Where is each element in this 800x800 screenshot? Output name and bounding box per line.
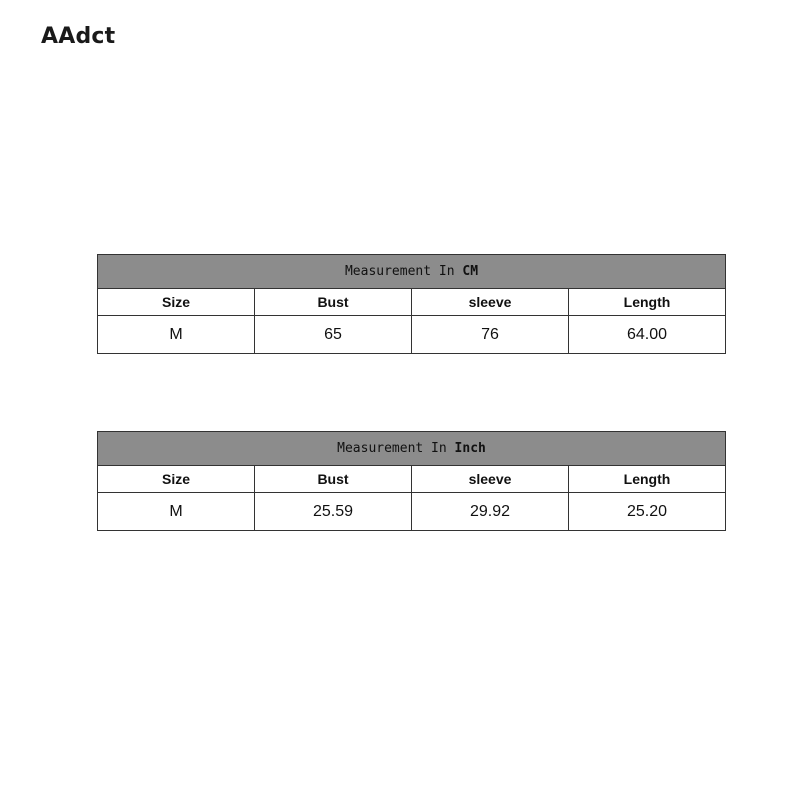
column-header-bust: Bust (255, 289, 412, 316)
table-row (98, 493, 726, 531)
cell-length: 64.00 (569, 316, 726, 354)
table-title (98, 432, 726, 466)
table-title-row (98, 432, 726, 466)
table-header-row (98, 466, 726, 493)
column-header-sleeve: sleeve (412, 289, 569, 316)
table-title-prefix: Measurement In (344, 264, 463, 279)
size-chart-cm (97, 254, 726, 354)
cell-size: M (98, 316, 255, 354)
table-title-unit: Inch (454, 441, 486, 456)
column-header-size: Size (98, 289, 255, 316)
cell-sleeve: 29.92 (412, 493, 569, 531)
column-header-length: Length (569, 289, 726, 316)
column-header-size: Size (98, 466, 255, 493)
table-title-unit: CM (462, 264, 479, 279)
column-header-length: Length (569, 466, 726, 493)
column-header-sleeve: sleeve (412, 466, 569, 493)
cell-size: M (98, 493, 255, 531)
column-header-bust: Bust (255, 466, 412, 493)
table-title-prefix: Measurement In (337, 441, 455, 456)
table-row (98, 316, 726, 354)
size-chart-inch (97, 431, 726, 531)
cell-sleeve: 76 (412, 316, 569, 354)
cell-bust: 65 (255, 316, 412, 354)
table-title-row (98, 255, 726, 289)
cell-bust: 25.59 (255, 493, 412, 531)
table-title (98, 255, 726, 289)
cell-length: 25.20 (569, 493, 726, 531)
brand-logo: AAdct (41, 24, 116, 49)
table-header-row (98, 289, 726, 316)
